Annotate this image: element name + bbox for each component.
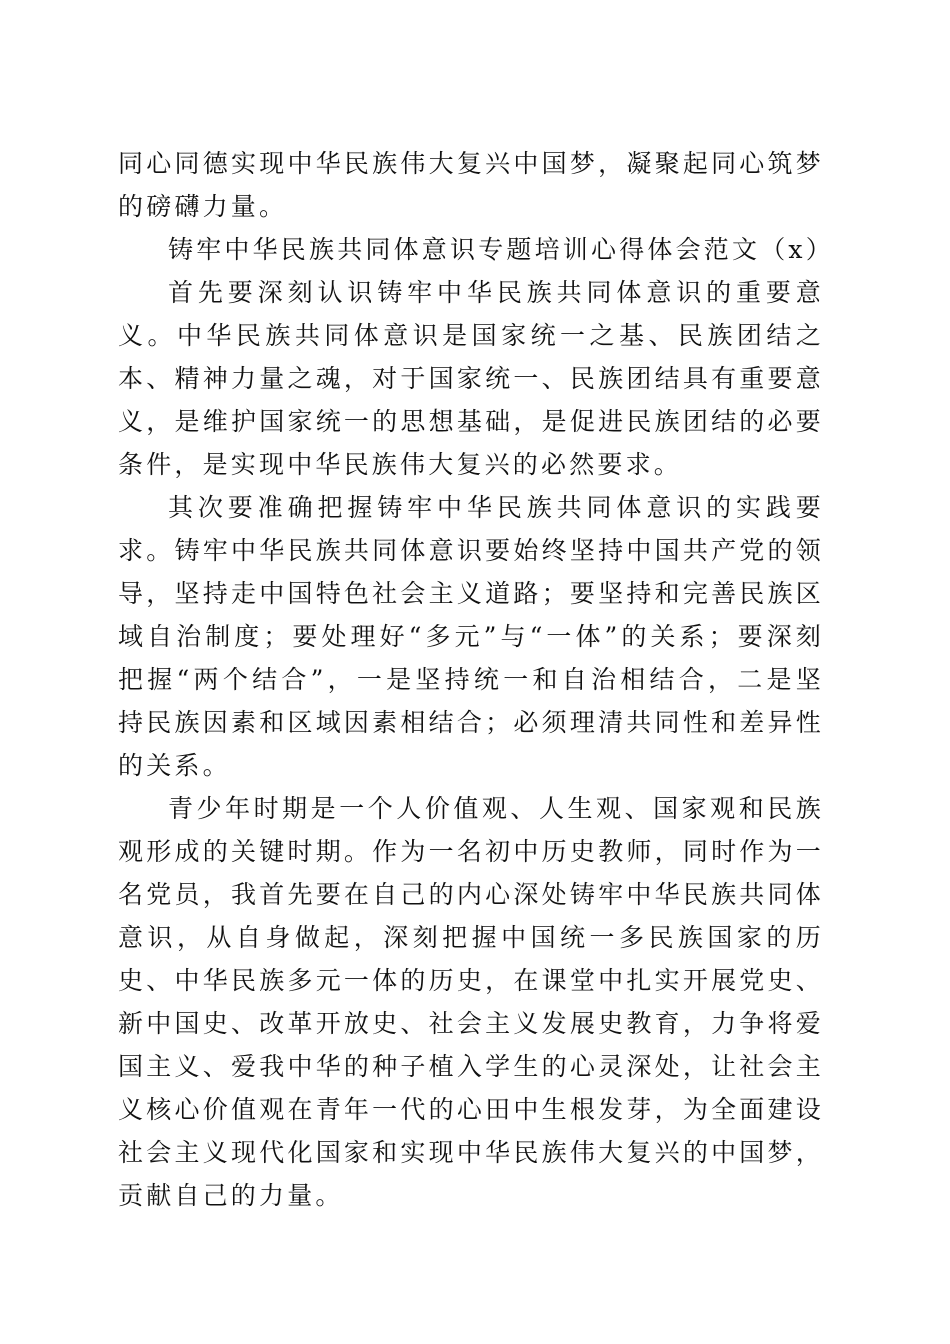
body-paragraph-1: 首先要深刻认识铸牢中华民族共同体意识的重要意义。中华民族共同体意识是国家统一之基、民族团结之本、精神力量之魂，对于国家统一、民族团结具有重要意义，是维护国家统一的思想基础，是促进民族团结的必要条件，是实现中华民族伟大复兴的必然要求。: [118, 278, 824, 479]
document-body: [118, 142, 834, 1217]
body-paragraph-3: 青少年时期是一个人价值观、人生观、国家观和民族观形成的关键时期。作为一名初中历史教师，同时作为一名党员，我首先要在自己的内心深处铸牢中华民族共同体意识，从自身做起，深刻把握中国统一多民族国家的历史、中华民族多元一体的历史，在课堂中扎实开展党史、新中国史、改革开放史、社会主义发展史教育，力争将爱国主义、爱我中华的种子植入学生的心灵深处，让社会主义核心价值观在青年一代的心田中生根发芽，为全面建设社会主义现代化国家和实现中华民族伟大复兴的中国梦，贡献自己的力量。: [118, 794, 824, 1210]
continuation-paragraph: 同心同德实现中华民族伟大复兴中国梦，凝聚起同心筑梦的磅礴力量。: [118, 149, 824, 221]
body-paragraph-2: 其次要准确把握铸牢中华民族共同体意识的实践要求。铸牢中华民族共同体意识要始终坚持中国共产党的领导，坚持走中国特色社会主义道路；要坚持和完善民族区域自治制度；要处理好“多元”与“一体”的关系；要深刻把握“两个结合”，一是坚持统一和自治相结合，二是坚持民族因素和区域因素相结合；必须理清共同性和差异性的关系。: [118, 493, 824, 780]
section-title: 铸牢中华民族共同体意识专题培训心得体会范文（x）: [168, 235, 834, 264]
